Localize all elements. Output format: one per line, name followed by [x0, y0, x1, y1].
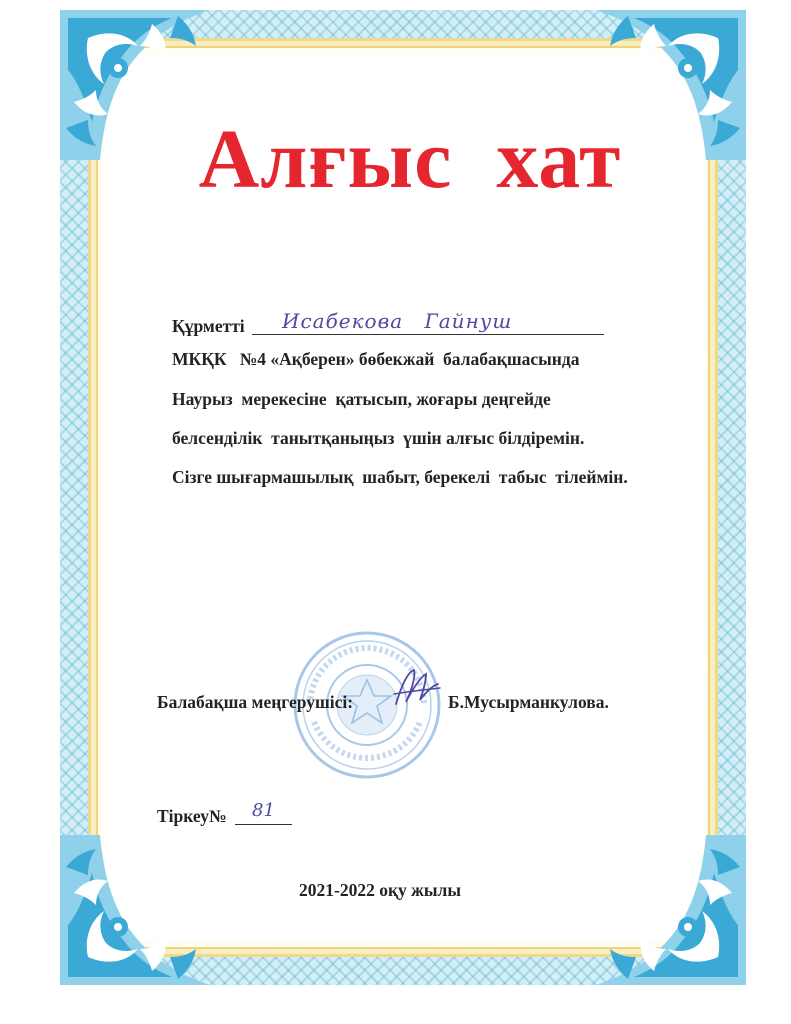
academic-year: 2021-2022 оқу жылы [299, 880, 461, 900]
recipient-label: Құрметті [172, 316, 245, 336]
director-row [157, 692, 637, 714]
corner-ornament-icon [60, 835, 210, 985]
body-line: Наурыз мерекесіне қатысып, жоғары деңгейде [172, 389, 551, 409]
registration-label: Тіркеу№ [157, 806, 227, 826]
document-title: Алғыс хат [198, 113, 622, 206]
recipient-underline [252, 334, 604, 335]
registration-number-handwritten: 81 [252, 800, 275, 821]
corner-ornament-icon [596, 835, 746, 985]
registration-row [157, 802, 317, 828]
body-line: белсенділік танытқаныңыз үшін алғыс білдіремін. [172, 428, 585, 448]
body-line: МКҚК №4 «Ақберен» бөбекжай балабақшасында [172, 349, 580, 369]
director-label: Балабақша меңгерушісі: [157, 692, 354, 712]
recipient-name-handwritten: Исабекова Гайнуш [282, 309, 513, 333]
registration-underline [235, 824, 292, 825]
body-line: Сізге шығармашылық шабыт, берекелі табыс тілеймін. [172, 467, 628, 487]
director-name: Б.Мусырманкулова. [448, 692, 609, 712]
recipient-row [172, 310, 612, 336]
